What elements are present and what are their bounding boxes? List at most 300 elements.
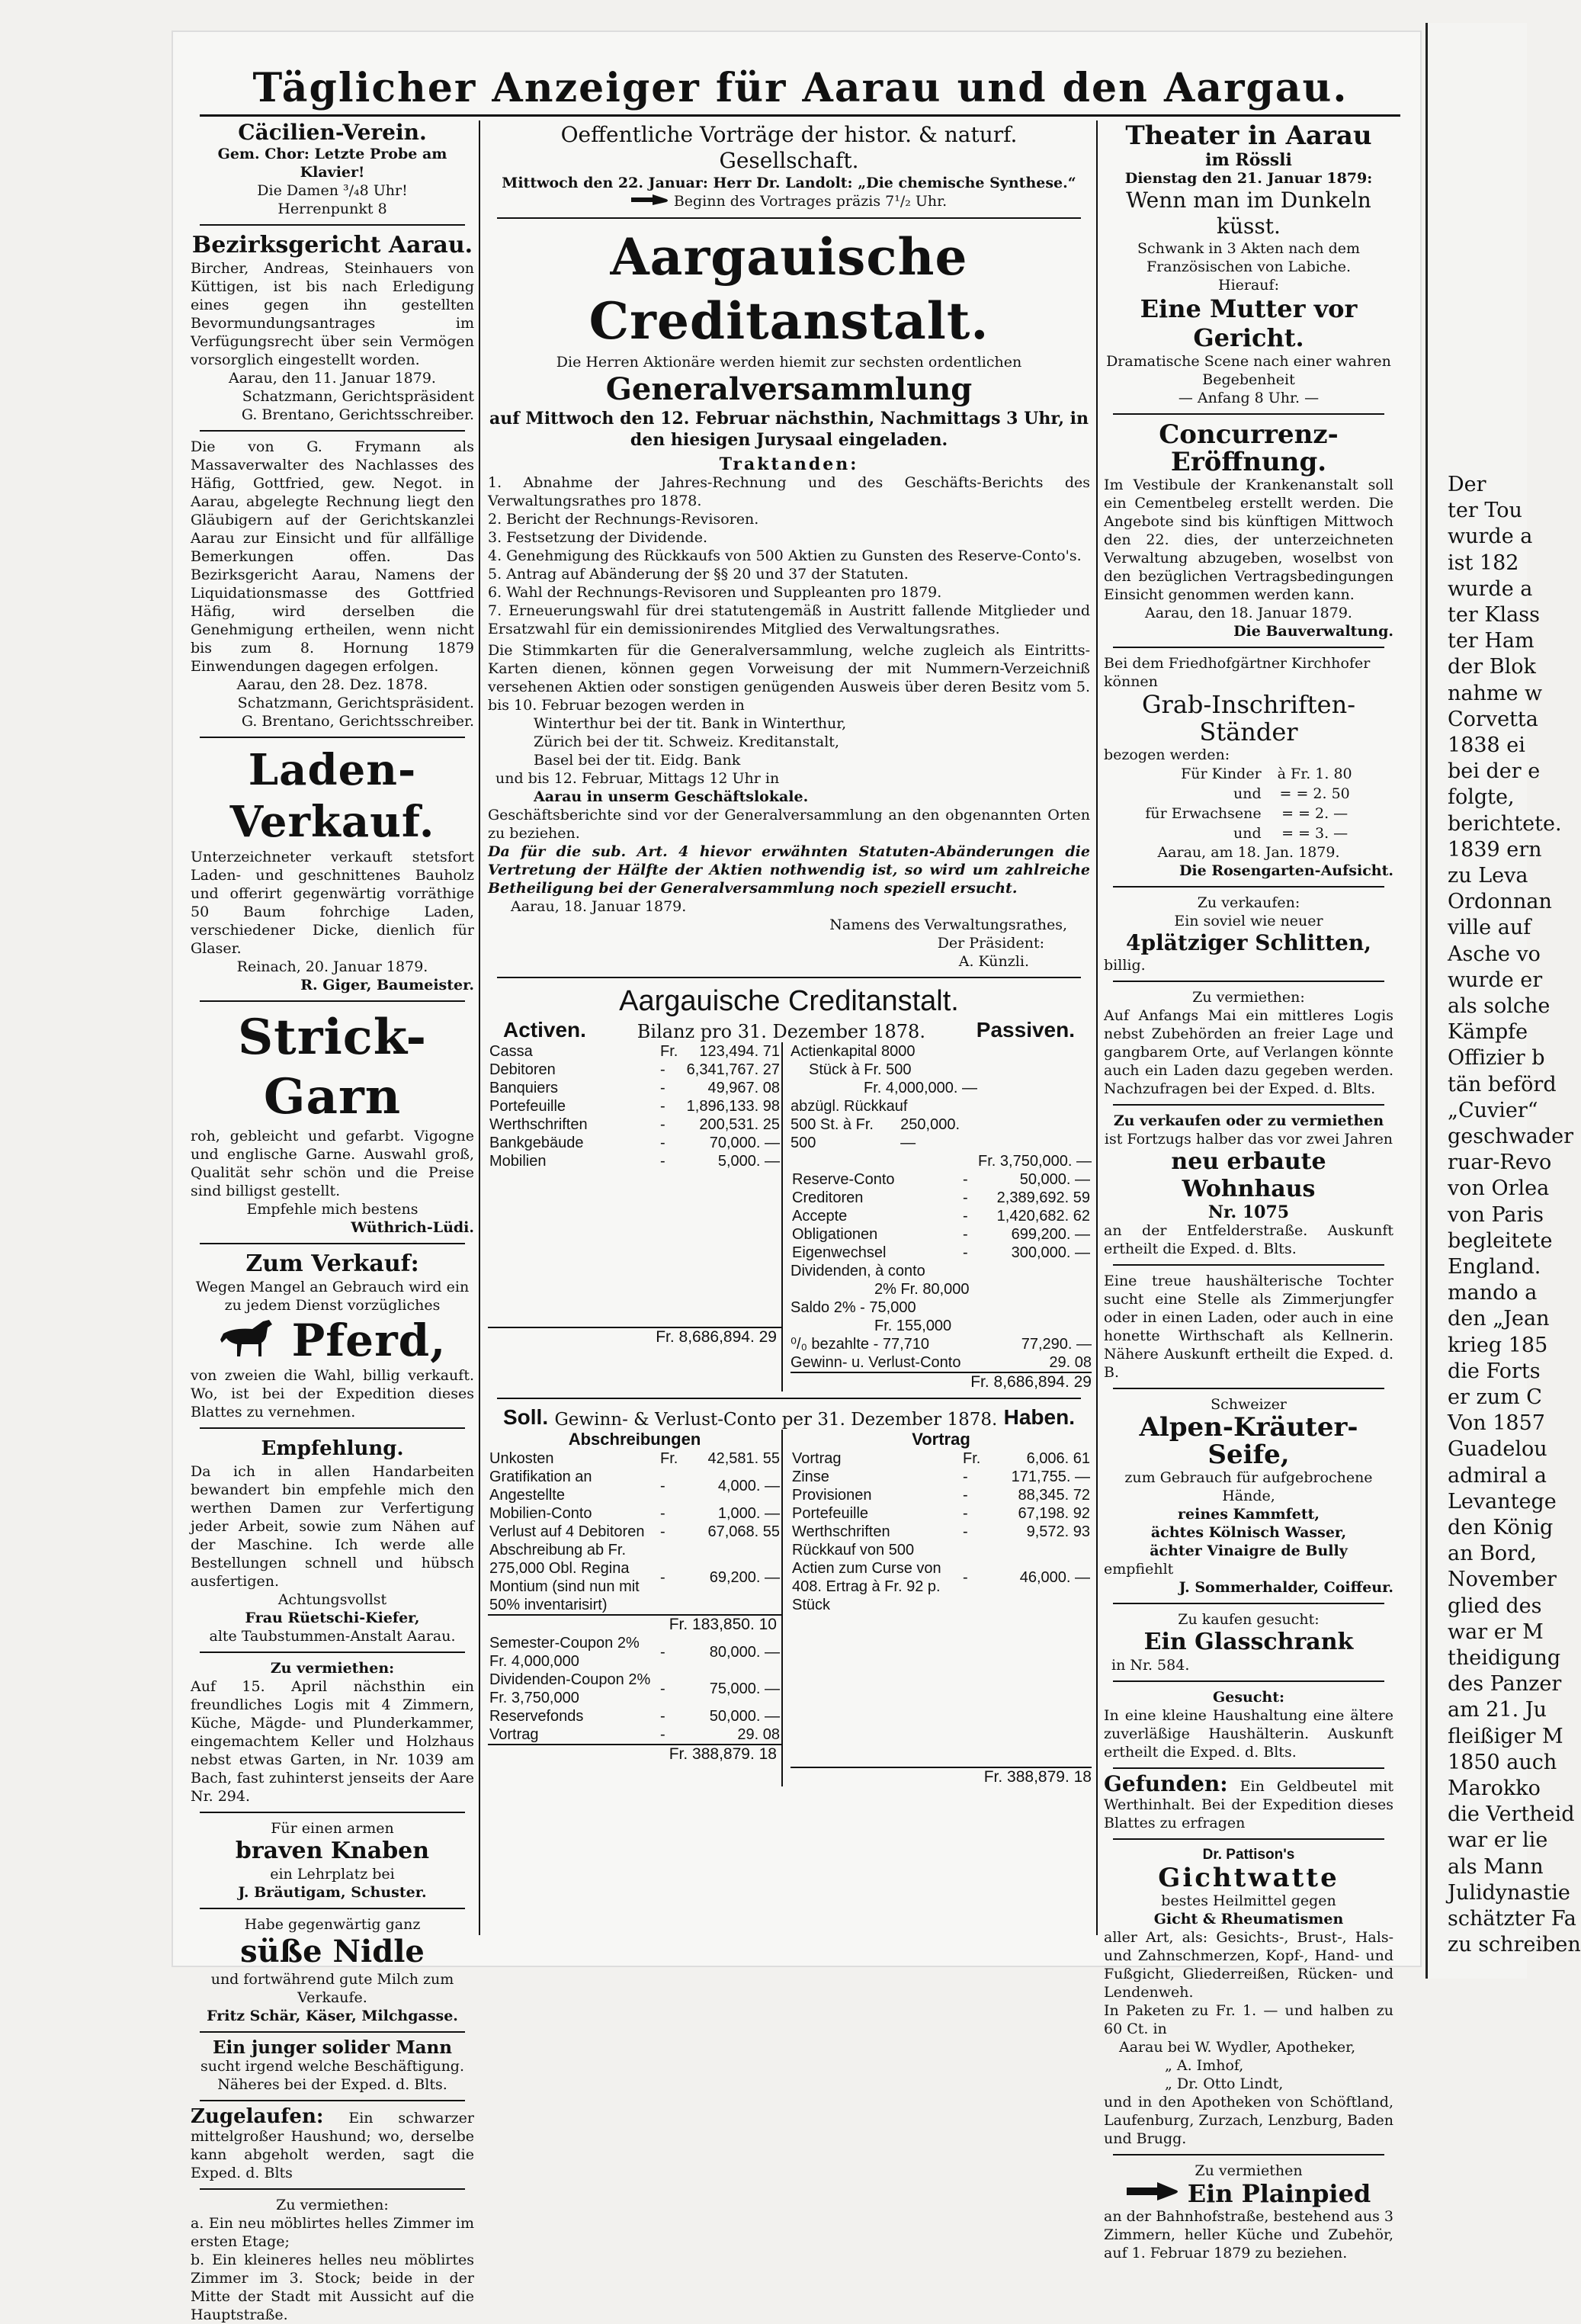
row-label: Banquiers — [489, 1080, 559, 1096]
adjacent-text-fragment: November — [1448, 1568, 1557, 1592]
ad-line: ist Fortzugs halber das vor zwei Jahren — [1104, 1131, 1393, 1148]
divider — [200, 2031, 465, 2033]
traktandum-item: 6. Wahl der Rechnungs-Revisoren und Suppleanten pro 1879. — [488, 584, 942, 601]
ad-line: billig. — [1104, 957, 1146, 974]
soll-table — [488, 1449, 781, 1614]
ad-line: reines Kammfett, — [1178, 1506, 1320, 1523]
ad-gichtwatte — [1104, 1846, 1393, 2148]
ad-title: süße Nidle — [240, 1934, 425, 1969]
adjacent-text-fragment: die Vertheid — [1448, 1802, 1575, 1827]
ad-text: In eine kleine Haushaltung eine ältere zuverläßige Haushälterin. Auskunft ertheilt die Exped. d. Blts. — [1104, 1707, 1393, 1761]
adjacent-text-fragment: Julidynastie — [1448, 1880, 1570, 1905]
ad-title: Cäcilien-Verein. — [238, 120, 427, 145]
ad-wohnhaus — [1104, 1112, 1393, 1258]
adjacent-text-fragment: Offizier b — [1448, 1046, 1545, 1071]
masthead: Täglicher Anzeiger für Aarau und den Aargau. — [252, 65, 1348, 111]
adjacent-text-fragment: ruar-Revo — [1448, 1151, 1552, 1175]
price-table — [1144, 764, 1352, 843]
row-currency: - — [963, 1487, 968, 1504]
row-currency: - — [660, 1135, 665, 1151]
row-currency: - — [963, 1189, 968, 1206]
row-label: Semester-Coupon 2% Fr. 4,000,000 — [489, 1635, 640, 1670]
table-row — [488, 1541, 781, 1614]
ad-title: Grab-Inschriften-Ständer — [1141, 690, 1356, 746]
ad-line: Empfehle mich bestens — [246, 1201, 418, 1218]
ad-line: ein Lehrplatz bei — [270, 1866, 395, 1883]
divider — [497, 217, 1081, 219]
activen-total: Fr. 8,686,894. 29 — [488, 1327, 781, 1347]
divider — [200, 1243, 465, 1244]
divider — [497, 977, 1081, 978]
ad-title: Concurrenz-Eröffnung. — [1159, 419, 1339, 477]
ad-signature: A. Künzli. — [958, 953, 1029, 970]
ad-text: aller Art, als: Gesichts-, Brust-, Hals- und Zahnschmerzen, Kopf-, Hand- und Fußgicht, Gliederreißen, Rücken- und Lendenweh. — [1104, 1929, 1393, 2001]
soll-label: Soll. — [503, 1405, 549, 1429]
table-row — [488, 1468, 781, 1504]
ad-text: und fortwährend gute Milch zum Verkaufe. — [210, 1971, 454, 2006]
row-amount: à Fr. 1. 80 — [1277, 766, 1352, 782]
ad-note: Da für die sub. Art. 4 hievor erwähnten Statuten-Abänderungen die Vertretung der Hälfte der Aktien nothwendig ist, so wird um zahlreiche Betheiligung bei der Generalversammlung noch speziell ersucht. — [488, 843, 1090, 897]
adjacent-text-fragment: Ordonnan — [1448, 890, 1552, 914]
gv-title: Gewinn- & Verlust-Conto per 31. Dezember 1878. — [554, 1410, 998, 1430]
ad-signature: G. Brentano, Gerichtsschreiber. — [241, 713, 474, 730]
ad-title: Gesucht: — [1213, 1689, 1284, 1706]
bilanz-value: Fr. 3,750,000. — — [978, 1153, 1092, 1170]
ad-text: Eine treue haushälterische Tochter sucht eine Stelle als Zimmerjungfer oder in einen Laden, oder auch in eine honette Wirthschaft als Kellnerin. Nähere Auskunft ertheilt die Exped. d. B. — [1104, 1273, 1393, 1381]
adjacent-text-fragment: wurde er — [1448, 968, 1543, 992]
table-row — [790, 1468, 1092, 1486]
ad-laden-verkauf — [191, 744, 474, 994]
ad-line: bezogen werden: — [1104, 746, 1230, 763]
row-label: Für Kinder — [1181, 766, 1262, 782]
ad-title: Zu vermiethen — [1195, 2162, 1303, 2179]
divider — [200, 224, 465, 226]
passiven-label: Passiven. — [976, 1018, 1075, 1042]
adjacent-text-fragment: ter Tou — [1448, 499, 1522, 523]
ad-line: Ein soviel wie neuer — [1174, 913, 1323, 929]
ad-seife — [1104, 1395, 1393, 1597]
row-currency: - — [963, 1208, 968, 1225]
ad-heading: Generalversammlung — [605, 371, 973, 407]
ad-vortraege — [488, 122, 1090, 211]
row-currency: - — [660, 1644, 665, 1661]
table-row — [1144, 784, 1352, 804]
ad-signature: alte Taubstummen-Anstalt Aarau. — [209, 1628, 456, 1645]
row-label: Provisionen — [792, 1487, 872, 1504]
adjacent-text-fragment: 1839 ern — [1448, 837, 1542, 862]
soll-subtotal: Fr. 183,850. 10 — [488, 1614, 781, 1634]
ad-line: Gicht & Rheumatismen — [1153, 1911, 1344, 1928]
divider — [1113, 413, 1384, 415]
ad-signature: Wüthrich-Lüdi. — [351, 1219, 474, 1236]
row-label: Mobilien-Conto — [489, 1505, 592, 1522]
divider — [1113, 981, 1384, 982]
ad-line: Habe gegenwärtig ganz — [244, 1916, 421, 1933]
ad-tochter — [1104, 1272, 1393, 1382]
bilanz-line: 500 St. à Fr. 500 — [790, 1116, 874, 1151]
row-amount: 2,389,692. 59 — [996, 1189, 1090, 1206]
ad-line: in Nr. 584. — [1111, 1657, 1190, 1674]
ad-text: und in den Apotheken von Schöftland, Laufenburg, Zurzach, Lenzburg, Baden und Brugg. — [1104, 2094, 1393, 2147]
table-row — [790, 1225, 1092, 1244]
adjacent-text-fragment: tän beförd — [1448, 1072, 1557, 1096]
adjacent-text-fragment: Corvetta — [1448, 707, 1538, 731]
adjacent-text-fragment: von Paris — [1448, 1202, 1544, 1227]
ad-gesucht — [1104, 1688, 1393, 1761]
row-label: Accepte — [792, 1208, 848, 1225]
ad-caecilien — [191, 120, 474, 218]
ad-text: Geschäftsberichte sind vor der Generalversammlung an den obgenannten Orten zu beziehen. — [488, 807, 1090, 842]
ad-text: Unterzeichneter verkauft stetsfort Laden- und geschnittenes Bauholz und offerirt gegenwärtig vorräthige 50 Baum fohrchige Laden, verschiedener Dicke, dienlich für Glaser. — [191, 849, 474, 957]
ad-signature: Frau Rüetschi-Kiefer, — [245, 1610, 420, 1626]
table-row — [1144, 804, 1352, 823]
ad-date: Aarau, den 11. Januar 1879. — [229, 370, 436, 387]
row-label: Unkosten — [489, 1450, 554, 1467]
ad-line: im Rössli — [1205, 150, 1292, 170]
place-item: Basel bei der tit. Eidg. Bank — [534, 752, 741, 769]
row-currency: - — [660, 1505, 665, 1522]
row-label: Obligationen — [792, 1226, 878, 1243]
table-row — [790, 1486, 1092, 1504]
ad-signature: Die Rosengarten-Aufsicht. — [1179, 862, 1393, 879]
ad-date: Aarau, 18. Januar 1879. — [511, 898, 687, 915]
column-middle — [488, 122, 1090, 1786]
ad-title: Zu verkaufen: — [1197, 894, 1300, 911]
divider — [1113, 2154, 1384, 2155]
bilanz-line: Fr. 155,000 — [874, 1318, 952, 1334]
traktandum-item: 1. Abnahme der Jahres-Rechnung und des Geschäfts-Berichts des Verwaltungsrathes pro 1878. — [488, 474, 1090, 509]
ad-title: Zu vermiethen: — [270, 1660, 395, 1677]
ad-date: Aarau, den 18. Januar 1879. — [1145, 605, 1352, 621]
ad-title: Zu kaufen gesucht: — [1178, 1611, 1320, 1628]
row-currency: - — [963, 1171, 968, 1188]
ad-title: braven Knaben — [235, 1838, 430, 1864]
ad-signature: J. Bräutigam, Schuster. — [238, 1884, 427, 1901]
row-amount: 67,198. 92 — [1018, 1505, 1090, 1522]
row-currency: Fr. — [660, 1450, 678, 1467]
table-row — [790, 1189, 1092, 1207]
divider — [200, 1812, 465, 1813]
adjacent-text-fragment: wurde a — [1448, 525, 1533, 549]
passiven-column — [790, 1042, 1092, 1392]
row-currency: - — [660, 1708, 665, 1725]
table-row — [488, 1152, 781, 1170]
place-item: Zürich bei der tit. Schweiz. Kreditanstalt, — [534, 733, 839, 750]
adjacent-text-fragment: begleitete — [1448, 1228, 1553, 1253]
divider — [1113, 1603, 1384, 1604]
row-amount: 50,000. — — [709, 1708, 780, 1725]
row-amount: 300,000. — — [1011, 1244, 1090, 1261]
ad-line: „ Dr. Otto Lindt, — [1165, 2075, 1284, 2092]
activen-table — [488, 1042, 781, 1170]
bilanz-value: 29. 08 — [1049, 1354, 1092, 1371]
ad-line: Dr. Pattison's — [1202, 1847, 1295, 1863]
table-row — [488, 1523, 781, 1541]
ad-vermiethen-logis — [191, 1659, 474, 1806]
divider — [200, 1000, 465, 1002]
adjacent-text-fragment: „Cuvier“ — [1448, 1098, 1538, 1122]
row-label: Zinse — [792, 1469, 829, 1485]
ad-text: sucht irgend welche Beschäftigung. Näheres bei der Exped. d. Blts. — [200, 2058, 465, 2093]
row-amount: 200,531. 25 — [699, 1116, 780, 1133]
row-currency: - — [963, 1569, 968, 1586]
table-row — [488, 1725, 781, 1744]
ad-text: Die Stimmkarten für die Generalversammlung, welche zugleich als Eintritts-Karten dienen, können gegen Vorweisung der mit Nummern-Verzeichniß versehenen Aktien oder sonstigen genügenden Ausweis über deren Besitz vom 5. bis 10. Februar bezogen werden in — [488, 642, 1090, 714]
adjacent-text-fragment: war er M — [1448, 1619, 1544, 1644]
adjacent-text-fragment: Asche vo — [1448, 942, 1541, 966]
ad-title: Zu vermiethen: — [276, 2197, 389, 2213]
adjacent-text-fragment: ville auf — [1448, 916, 1531, 940]
ad-text: Bircher, Andreas, Steinhauers von Küttigen, ist bis nach Erledigung eines gegen ihn gestellten Bevormundungsantrages im Verfügungsrecht über sein Vermögen vorsorglich eingestellt worden. — [191, 260, 474, 368]
row-label: für Erwachsene — [1145, 805, 1262, 822]
adjacent-text-fragment: er zum C — [1448, 1385, 1542, 1409]
row-label: Gratifikation an Angestellte — [489, 1469, 592, 1504]
activen-column — [488, 1042, 783, 1392]
ad-line: zum Gebrauch für aufgebrochene Hände, — [1124, 1469, 1373, 1504]
ad-line: ächtes Kölnisch Wasser, — [1150, 1524, 1347, 1541]
row-label: Debitoren — [489, 1061, 556, 1078]
ad-title: Zu vermiethen: — [1192, 989, 1305, 1006]
ad-signature: G. Brentano, Gerichtsschreiber. — [241, 406, 474, 423]
traktandum-item: 5. Antrag auf Abänderung der §§ 20 und 37 der Statuten. — [488, 566, 909, 583]
ad-line: Die Herren Aktionäre werden hiemit zur sechsten ordentlichen — [556, 354, 1022, 371]
bilanz-line: Actienkapital 8000 — [790, 1043, 916, 1060]
divider — [1113, 1388, 1384, 1389]
row-amount: 171,755. — — [1011, 1469, 1090, 1485]
passiven-table — [790, 1170, 1092, 1262]
table-row — [790, 1244, 1092, 1262]
divider — [200, 1427, 465, 1429]
row-amount: 6,341,767. 27 — [686, 1061, 780, 1078]
divider — [497, 1398, 1081, 1399]
row-label: Eigenwechsel — [792, 1244, 887, 1261]
ad-line: Herrenpunkt 8 — [277, 201, 387, 217]
adjacent-text-fragment: mando a — [1448, 1281, 1538, 1305]
ad-title: Bezirksgericht Aarau. — [191, 232, 473, 258]
table-row — [488, 1671, 781, 1707]
ad-big-word: 4plätziger Schlitten, — [1126, 930, 1371, 955]
row-label: Creditoren — [792, 1189, 864, 1206]
row-currency: - — [963, 1244, 968, 1261]
ad-line: Achtungsvollst — [277, 1591, 387, 1608]
soll-column — [488, 1430, 783, 1786]
ad-title: Zum Verkauf: — [245, 1250, 419, 1277]
column-right — [1104, 120, 1393, 2262]
adjacent-text-fragment: an Bord, — [1448, 1542, 1537, 1566]
ad-signature: Die Bauverwaltung. — [1233, 623, 1393, 640]
bilanz-line: Stück à Fr. 500 — [809, 1061, 912, 1078]
table-row — [488, 1134, 781, 1152]
row-label: Werthschriften — [792, 1523, 890, 1540]
adjacent-text-fragment: krieg 185 — [1448, 1333, 1548, 1357]
row-label: Werthschriften — [489, 1116, 588, 1133]
ad-big-word: Pferd, — [291, 1314, 447, 1366]
vortrag-label: Vortrag — [912, 1430, 970, 1449]
bilanz-line: Fr. 4,000,000. — — [864, 1080, 977, 1096]
ad-theater — [1104, 120, 1393, 407]
row-amount: 75,000. — — [709, 1680, 780, 1697]
ad-text: Ein schwarzer mittelgroßer Haushund; wo, derselbe kann abgeholt werden, sagt die Exped. d. Blts — [191, 2110, 474, 2181]
ad-date: Aarau, am 18. Jan. 1879. — [1157, 844, 1340, 861]
row-currency: - — [660, 1116, 665, 1133]
row-currency: - — [963, 1523, 968, 1540]
ad-schlitten — [1104, 894, 1393, 974]
adjacent-text-fragment: fleißiger M — [1448, 1724, 1563, 1748]
row-amount: = = 2. 50 — [1279, 785, 1350, 802]
adjacent-text-fragment: Levantege — [1448, 1489, 1557, 1513]
divider — [200, 2188, 465, 2190]
pointing-hand-icon — [631, 193, 669, 211]
ad-text: Schwank in 3 Akten nach dem Französischen von Labiche. — [1137, 240, 1361, 275]
ad-line: Nr. 1075 — [1207, 1202, 1290, 1222]
table-row — [1144, 823, 1352, 843]
divider — [1113, 1838, 1384, 1840]
bilanz-line: Dividenden, à conto — [790, 1263, 925, 1279]
ad-title: Ein junger solider Mann — [212, 2037, 452, 2058]
ad-text: In Paketen zu Fr. 1. — und halben zu 60 Ct. in — [1104, 2002, 1393, 2037]
adjacent-text-fragment: des Panzer — [1448, 1672, 1562, 1696]
adjacent-text-fragment: den „Jean — [1448, 1307, 1550, 1331]
column-rule-left — [479, 120, 480, 1935]
ad-line: empfiehlt — [1104, 1561, 1174, 1578]
ad-line: Aarau in unserm Geschäftslokale. — [534, 788, 809, 805]
activen-label: Activen. — [503, 1018, 586, 1042]
ad-line: ächter Vinaigre de Bully — [1150, 1542, 1348, 1559]
row-label: Reservefonds — [489, 1708, 584, 1725]
ad-title: Zu verkaufen oder zu vermiethen — [1113, 1112, 1384, 1129]
ad-signature: Fritz Schär, Käser, Milchgasse. — [207, 2008, 458, 2024]
row-label: Bankgebäude — [489, 1135, 584, 1151]
haben-table — [790, 1449, 1092, 1614]
row-amount: 123,494. 71 — [699, 1043, 780, 1060]
ad-frymann — [191, 438, 474, 730]
adjacent-text-fragment: schätzter Fa — [1448, 1907, 1576, 1931]
ad-zugelaufen — [191, 2107, 474, 2182]
soll-total: Fr. 388,879. 18 — [488, 1744, 781, 1764]
table-row — [488, 1097, 781, 1115]
traktandum-item: 2. Bericht der Rechnungs-Revisoren. — [488, 511, 759, 528]
horse-icon — [219, 1317, 280, 1364]
ad-big-word: neu erbaute Wohnhaus — [1171, 1148, 1326, 1202]
adjacent-text-fragment: von Orlea — [1448, 1176, 1550, 1201]
ad-grab-inschriften — [1104, 654, 1393, 880]
table-row — [488, 1504, 781, 1523]
adjacent-text-fragment: folgte, — [1448, 785, 1515, 810]
ad-line: Bei dem Friedhofgärtner Kirchhofer können — [1104, 655, 1371, 690]
adjacent-text-fragment: zu Leva — [1448, 864, 1528, 888]
ad-glasschrank — [1104, 1610, 1393, 1674]
adjacent-text-fragment: geschwader — [1448, 1125, 1574, 1148]
ad-text: Auf 15. April nächsthin ein freundliches Logis mit 4 Zimmern, Küche, Mägde- und Plunderkammer, eingemachtem Keller und Holzhaus nebst etwas Garten, in Nr. 1039 am Bach, fast zuhinterst jenseits der Aare Nr. 294. — [191, 1678, 474, 1805]
ad-title: Zugelaufen: — [191, 2105, 324, 2128]
row-amount: 1,000. — — [717, 1505, 780, 1522]
row-currency: - — [963, 1469, 968, 1485]
table-row — [488, 1115, 781, 1134]
row-amount: 80,000. — — [709, 1644, 780, 1661]
row-amount: = = 2. — — [1281, 805, 1348, 822]
table-row — [790, 1207, 1092, 1225]
ad-line: Gem. Chor: Letzte Probe am Klavier! — [217, 146, 447, 181]
row-label: Abschreibung ab Fr. 275,000 Obl. Regina Montium (sind nun mit 50% inventarisirt) — [489, 1542, 640, 1613]
row-amount: 9,572. 93 — [1026, 1523, 1090, 1540]
row-amount: 46,000. — — [1019, 1569, 1090, 1586]
row-amount: 699,200. — — [1011, 1226, 1090, 1243]
ad-title: Gichtwatte — [1158, 1863, 1339, 1893]
haben-total: Fr. 388,879. 18 — [790, 1767, 1092, 1786]
ad-line: Beginn des Vortrages präzis 7¹/₂ Uhr. — [673, 193, 948, 210]
ad-junger-mann — [191, 2039, 474, 2094]
row-amount: 88,345. 72 — [1018, 1487, 1090, 1504]
adjacent-text-fragment: admiral a — [1448, 1463, 1547, 1488]
adjacent-text-fragment: theidigung — [1448, 1646, 1561, 1670]
ad-line: „ A. Imhof, — [1165, 2057, 1244, 2074]
bilanz-value: 77,290. — — [1021, 1336, 1092, 1353]
adjacent-text-fragment: nahme w — [1448, 681, 1543, 705]
bilanz-title: Aargauische Creditanstalt. — [619, 985, 959, 1017]
row-amount: 49,967. 08 — [707, 1080, 780, 1096]
adjacent-text-fragment: ist 182 — [1448, 551, 1519, 575]
traktandum-item: 7. Erneuerungswahl für drei statutengemäß in Austritt fallende Mitglieder und Ersatzwahl für ein demissionirendes Mitglied des Verwaltungsrathes. — [488, 602, 1090, 637]
row-amount: 4,000. — — [717, 1478, 780, 1494]
haben-label: Haben. — [1003, 1405, 1075, 1429]
ad-text: Wegen Mangel an Gebrauch wird ein zu jedem Dienst vorzügliches — [195, 1279, 470, 1314]
adjacent-page-strip — [1425, 23, 1581, 1979]
ad-line: auf Mittwoch den 12. Februar nächsthin, Nachmittags 3 Uhr, in den hiesigen Jurysaal eingeladen. — [489, 409, 1089, 450]
bilanz-subtitle: Bilanz pro 31. Dezember 1878. — [637, 1021, 925, 1042]
bilanz-line: 2% Fr. 80,000 — [874, 1281, 970, 1298]
row-label: Verlust auf 4 Debitoren — [489, 1523, 645, 1540]
row-amount: 1,896,133. 98 — [686, 1098, 780, 1115]
row-label: Dividenden-Coupon 2% Fr. 3,750,000 — [489, 1671, 651, 1706]
adjacent-text-fragment: Der — [1448, 473, 1486, 496]
ad-text: Die von G. Frymann als Massaverwalter des Nachlasses des Häfig, Gottfried, gew. Negot. in Aarau, abgelegte Rechnung liegt den Gläubigern auf der Gerichtskanzlei Aarau zur Einsicht und für allfällige Bemerkungen offen. Das Bezirksgericht Aarau, Namens der Liquidationsmasse des Gottfried Häfig, wird derselben die Genehmigung ertheilen, wenn nicht bis zum 8. Hornung 1879 Einwendungen dagegen erfolgen. — [191, 438, 474, 675]
column-rule-right — [1096, 120, 1098, 1935]
ad-text: Ein Geldbeutel mit Werthinhalt. Bei der Expedition dieses Blattes zu erfragen — [1104, 1778, 1393, 1831]
table-row — [790, 1523, 1092, 1541]
adjacent-text-fragment: 1850 auch — [1448, 1750, 1557, 1774]
play-title: Eine Mutter vor Gericht. — [1140, 294, 1358, 352]
ad-concurrenz — [1104, 421, 1393, 640]
adjacent-text-fragment: glied des — [1448, 1594, 1542, 1618]
table-row — [488, 1707, 781, 1725]
adjacent-text-fragment: bei der e — [1448, 759, 1541, 784]
adjacent-text-fragment: als Mann — [1448, 1854, 1544, 1879]
ad-big-word: Ein Plainpied — [1187, 2179, 1371, 2208]
row-label: Vortrag — [792, 1450, 842, 1467]
ad-text: Dramatische Scene nach einer wahren Begebenheit — [1106, 353, 1391, 388]
row-label: Vortrag — [489, 1726, 539, 1743]
adjacent-text-fragment: als solche — [1448, 994, 1551, 1018]
ad-text: Da ich in allen Handarbeiten bewandert bin empfehle mich den werthen Damen zur Verfertigung jeder Arbeit, sowie zum Nähen auf der Maschine. Ich werde alle Bestellungen schnell und hübsch ausfertigen. — [191, 1463, 474, 1590]
ad-signature: J. Sommerhalder, Coiffeur. — [1179, 1579, 1393, 1596]
row-currency: - — [660, 1680, 665, 1697]
row-label: Portefeuille — [489, 1098, 566, 1115]
bilanz-line: Saldo 2% - 75,000 — [790, 1299, 916, 1316]
ad-line: Schweizer — [1211, 1396, 1287, 1413]
row-label: Rückkauf von 500 Actien zum Curse von 408. Ertrag à Fr. 92 p. Stück — [792, 1542, 941, 1613]
bilanz-line: Gewinn- u. Verlust-Conto — [790, 1354, 961, 1371]
table-row — [488, 1061, 781, 1079]
ad-text: Im Vestibule der Krankenanstalt soll ein Cementbeleg erstellt werden. Die Angebote sind bis künftigen Mittwoch den 22. dies, der unterzeichneten Verwaltung abzugeben, woselbst von den bezüglichen Vertragsbedingungen Einsicht genommen werden kann. — [1104, 477, 1393, 603]
table-row — [488, 1449, 781, 1468]
ad-line: Hierauf: — [1218, 277, 1279, 294]
divider — [200, 737, 465, 738]
row-label: Reserve-Conto — [792, 1171, 895, 1188]
passiven-total: Fr. 8,686,894. 29 — [790, 1372, 1092, 1392]
table-row — [790, 1541, 1092, 1614]
row-amount: 1,420,682. 62 — [996, 1208, 1090, 1225]
adjacent-text-fragment: wurde a — [1448, 576, 1533, 601]
